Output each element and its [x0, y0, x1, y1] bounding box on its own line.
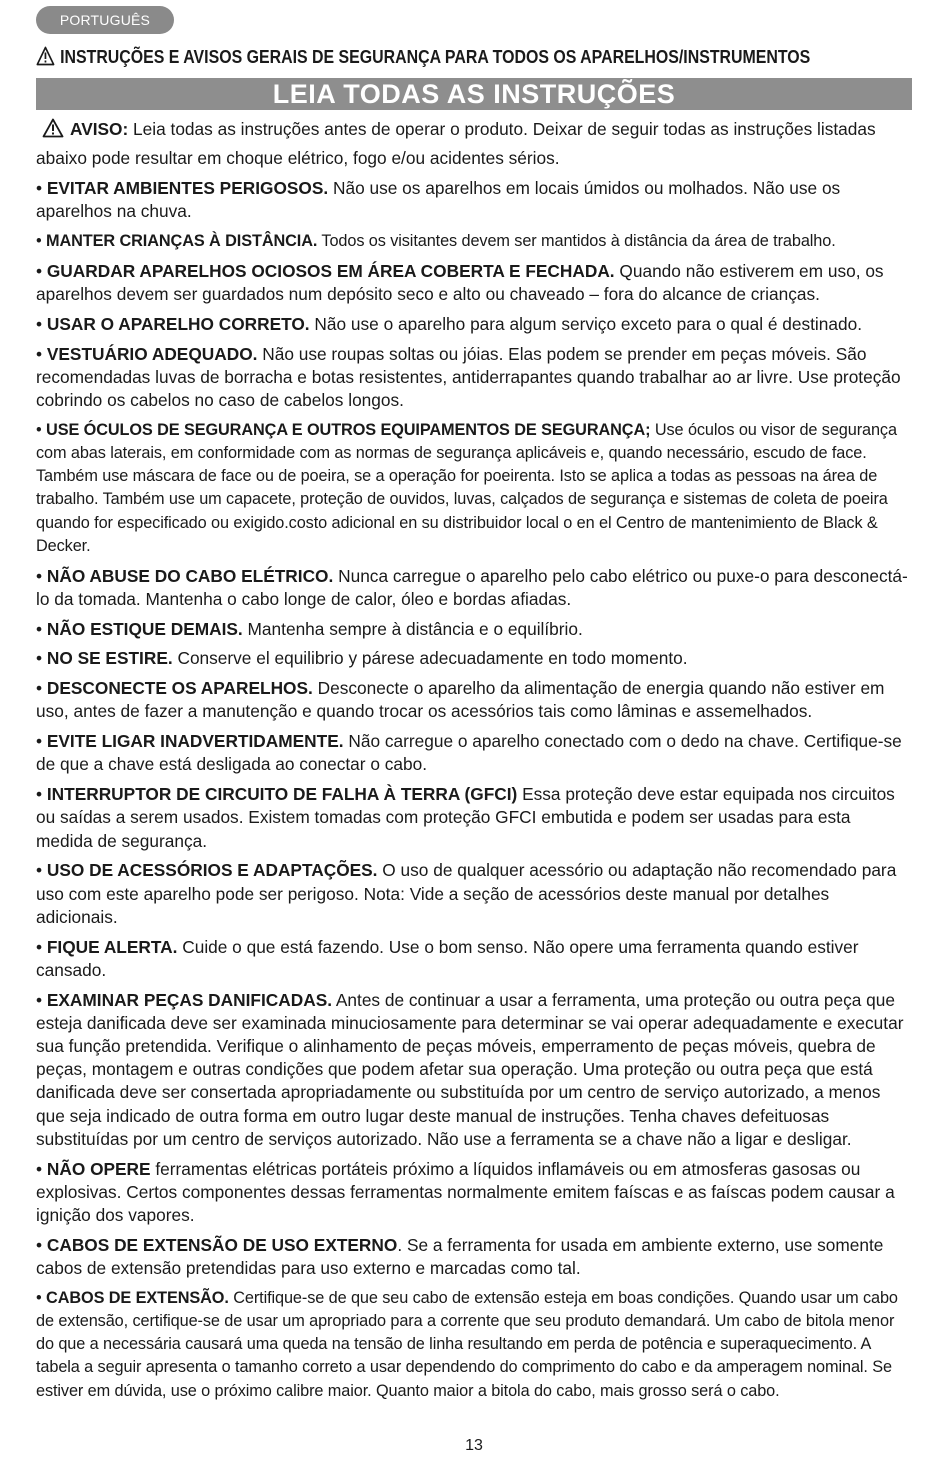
list-item: • EXAMINAR PEÇAS DANIFICADAS. Antes de continuar a usar a ferramenta, uma proteção ou outra peça que esteja danificada deve ser examinada minuciosamente para determinar se vai operar adequadamente e executar sua função pretendida. Verifique o alinhamento de peças móveis, emperramento de peças móveis, quebra de peças, montagem e outras condições que podem afetar sua operação. Uma proteção ou outra peça que está danificada deve ser consertada apropriadamente ou substituída por um centro de serviço autorizado, a menos que seja indicado de outra forma em outro lugar deste manual de instruções. Tenha chaves defeituosas substituídas por um centro de serviços autorizado. Não use a ferramenta se a chave não a ligar e desligar.: [36, 989, 904, 1149]
item-text: Certifique-se de que seu cabo de extensão esteja em boas condições. Quando usar um cabo de extensão, certifique-se de usar um apropriado para a corrente que seu produto demandará. Um cabo de bitola menor do que a necessária causará uma queda na tensão de linha resultando em perda de potência e superaquecimento. A tabela a seguir apresenta o tamanho correto a usar dependendo do comprimento do cabo e da amperagem nominal. Se estiver em dúvida, use o próximo calibre maior. Quanto maior a bitola do cabo, mais grosso será o cabo.: [36, 1288, 898, 1400]
item-heading: NÃO OPERE: [46, 1158, 151, 1179]
item-heading: CABOS DE EXTENSÃO DE USO EXTERNO: [46, 1234, 398, 1255]
list-item: • USAR O APARELHO CORRETO. Não use o aparelho para algum serviço exceto para o qual é destinado.: [36, 313, 863, 334]
item-text: O uso de qualquer acessório ou adaptação não recomendado para uso com este aparelho pode ser perigoso. Nota: Vide a seção de acessórios deste manual por detalhes adicionais.: [36, 860, 897, 927]
item-heading: NÃO ESTIQUE DEMAIS.: [46, 618, 243, 639]
item-text: Mantenha sempre à distância e o equilíbrio.: [242, 618, 583, 639]
item-heading: INTERRUPTOR DE CIRCUITO DE FALHA À TERRA (GFCI): [46, 784, 518, 805]
list-item: • NÃO ESTIQUE DEMAIS. Mantenha sempre à distância e o equilíbrio.: [36, 618, 583, 639]
list-item: • EVITAR AMBIENTES PERIGOSOS. Não use os aparelhos em locais úmidos ou molhados. Não use os aparelhos na chuva.: [36, 178, 841, 222]
warning-triangle-icon: [42, 118, 64, 138]
item-text: Essa proteção deve estar equipada nos circuitos ou saídas a serem usados. Existem tomadas com proteção GFCI embutida e podem ser usadas para esta medida de segurança.: [36, 784, 895, 851]
item-text: Todos os visitantes devem ser mantidos à distância da área de trabalho.: [317, 232, 836, 250]
warning-paragraph: [36, 115, 912, 173]
item-text: Nunca carregue o aparelho pelo cabo elétrico ou puxe-o para desconectá-lo da tomada. Mantenha o cabo longe de calor, óleo e bordas afiadas.: [36, 565, 908, 609]
item-text: Desconecte o aparelho da alimentação de energia quando não estiver em uso, antes de fazer a manutenção e quando trocar os acessórios tais como lâminas e assemelhados.: [36, 678, 885, 722]
list-item: • VESTUÁRIO ADEQUADO. Não use roupas soltas ou jóias. Elas podem se prender em peças móveis. São recomendadas luvas de borracha e botas resistentes, antiderrapantes quando trabalhar ao ar livre. Use proteção cobrindo os cabelos no caso de cabelos longos.: [36, 343, 901, 410]
item-text: Antes de continuar a usar a ferramenta, uma proteção ou outra peça que esteja danificada deve ser examinada minuciosamente para determinar se vai operar adequadamente e executar sua função pretendida. Verifique o alinhamento de peças móveis, emperramento de peças móveis, quebra de peças, montagem e outras condições que podem afetar sua operação. Uma proteção ou outra peça que está danificada deve ser consertada apropriadamente ou substituída por um centro de serviço autorizado, a menos que seja indicado de outra forma em outro lugar deste manual de instruções. Tenha chaves defeituosas substituídas por um centro de serviços autorizado. Não use a ferramenta se a chave não a ligar e desligar.: [36, 989, 904, 1149]
safety-content: [36, 115, 912, 1409]
item-heading: USE ÓCULOS DE SEGURANÇA E OUTROS EQUIPAMENTOS DE SEGURANÇA;: [46, 420, 651, 439]
section-header-text: INSTRUÇÕES E AVISOS GERAIS DE SEGURANÇA PARA TODOS OS APARELHOS/INSTRUMENTOS: [60, 46, 811, 67]
item-text: Não use os aparelhos em locais úmidos ou molhados. Não use os aparelhos na chuva.: [36, 178, 841, 222]
item-heading: EVITAR AMBIENTES PERIGOSOS.: [46, 178, 329, 198]
item-text: Não use roupas soltas ou jóias. Elas podem se prender em peças móveis. São recomendadas luvas de borracha e botas resistentes, antiderrapantes quando trabalhar ao ar livre. Use proteção cobrindo os cabelos no caso de cabelos longos.: [36, 343, 901, 410]
item-heading: NO SE ESTIRE.: [46, 648, 173, 669]
item-text: Use óculos ou visor de segurança com abas laterais, em conformidade com as normas de segurança aplicáveis e, quando necessário, escudo de face. Também use máscara de face ou de poeira, se a operação for poeirenta. Isto se aplica a todas as pessoas na área de trabalho. Também use um capacete, proteção de ouvidos, luvas, calçados de segurança e sistemas de coleta de poeira quando for especificado ou exigido.costo adicional en su distribuidor local o en el Centro de mantenimiento de Black & Decker.: [36, 420, 897, 555]
section-header: [36, 45, 811, 69]
warning-triangle-icon: [36, 46, 55, 66]
list-item: • CABOS DE EXTENSÃO DE USO EXTERNO. Se a ferramenta for usada em ambiente externo, use somente cabos de extensão pretendidas para uso externo e marcadas como tal.: [36, 1234, 884, 1279]
item-heading: MANTER CRIANÇAS À DISTÂNCIA.: [46, 232, 318, 250]
item-text: Quando não estiverem em uso, os aparelhos devem ser guardados num depósito seco e alto ou chaveado – fora do alcance de crianças.: [36, 260, 884, 304]
item-text: ferramentas elétricas portáteis próximo a líquidos inflamáveis ou em atmosferas gasosas ou explosivas. Certos componentes dessas ferramentas normalmente emitem faíscas e as faíscas podem causar a ignição dos vapores.: [36, 1158, 895, 1226]
list-item: • NÃO ABUSE DO CABO ELÉTRICO. Nunca carregue o aparelho pelo cabo elétrico ou puxe-o para desconectá-lo da tomada. Mantenha o cabo longe de calor, óleo e bordas afiadas.: [36, 565, 908, 609]
page-title: LEIA TODAS AS INSTRUÇÕES: [36, 78, 912, 110]
item-heading: USAR O APARELHO CORRETO.: [46, 313, 310, 334]
list-item: • NO SE ESTIRE. Conserve el equilibrio y párese adecuadamente en todo momento.: [36, 648, 688, 669]
list-item: • NÃO OPERE ferramentas elétricas portáteis próximo a líquidos inflamáveis ou em atmosferas gasosas ou explosivas. Certos componentes dessas ferramentas normalmente emitem faíscas e as faíscas podem causar a ignição dos vapores.: [36, 1158, 895, 1226]
list-item: • FIQUE ALERTA. Cuide o que está fazendo. Use o bom senso. Não opere uma ferramenta quando estiver cansado.: [36, 936, 859, 980]
list-item: • EVITE LIGAR INADVERTIDAMENTE. Não carregue o aparelho conectado com o dedo na chave. Certifique-se de que a chave está desligada ao conectar o cabo.: [36, 731, 902, 775]
list-item: • CABOS DE EXTENSÃO. Certifique-se de que seu cabo de extensão esteja em boas condições. Quando usar um cabo de extensão, certifique-se de usar um apropriado para a corrente que seu produto demandará. Um cabo de bitola menor do que a necessária causará uma queda na tensão de linha resultando em perda de potência e superaquecimento. A tabela a seguir apresenta o tamanho correto a usar dependendo do comprimento do cabo e da amperagem nominal. Se estiver em dúvida, use o próximo calibre maior. Quanto maior a bitola do cabo, mais grosso será o cabo.: [36, 1288, 898, 1400]
item-text: . Se a ferramenta for usada em ambiente externo, use somente cabos de extensão pretendidas para uso externo e marcadas como tal.: [36, 1234, 884, 1279]
item-heading: USO DE ACESSÓRIOS E ADAPTAÇÕES.: [46, 860, 378, 881]
item-heading: GUARDAR APARELHOS OCIOSOS EM ÁREA COBERTA E FECHADA.: [46, 260, 615, 281]
list-item: • DESCONECTE OS APARELHOS. Desconecte o aparelho da alimentação de energia quando não estiver em uso, antes de fazer a manutenção e quando trocar os acessórios tais como lâminas e assemelhados.: [36, 678, 885, 722]
language-badge: PORTUGUÊS: [36, 6, 174, 34]
item-heading: FIQUE ALERTA.: [46, 936, 178, 957]
item-text: Cuide o que está fazendo. Use o bom senso. Não opere uma ferramenta quando estiver cansado.: [36, 936, 859, 980]
item-text: Não carregue o aparelho conectado com o dedo na chave. Certifique-se de que a chave está desligada ao conectar o cabo.: [36, 731, 902, 775]
item-heading: VESTUÁRIO ADEQUADO.: [46, 343, 258, 364]
page-number: 13: [465, 1437, 483, 1454]
list-item: • INTERRUPTOR DE CIRCUITO DE FALHA À TERRA (GFCI) Essa proteção deve estar equipada nos circuitos ou saídas a serem usados. Existem tomadas com proteção GFCI embutida e podem ser usadas para esta medida de segurança.: [36, 784, 895, 851]
list-item: • USE ÓCULOS DE SEGURANÇA E OUTROS EQUIPAMENTOS DE SEGURANÇA; Use óculos ou visor de segurança com abas laterais, em conformidade com as normas de segurança aplicáveis e, quando necessário, escudo de face. Também use máscara de face ou de poeira, se a operação for poeirenta. Isto se aplica a todas as pessoas na área de trabalho. Também use um capacete, proteção de ouvidos, luvas, calçados de segurança e sistemas de coleta de poeira quando for especificado ou exigido.costo adicional en su distribuidor local o en el Centro de mantenimiento de Black & Decker.: [36, 420, 897, 555]
item-heading: CABOS DE EXTENSÃO.: [46, 1288, 229, 1307]
list-item: • GUARDAR APARELHOS OCIOSOS EM ÁREA COBERTA E FECHADA. Quando não estiverem em uso, os aparelhos devem ser guardados num depósito seco e alto ou chaveado – fora do alcance de crianças.: [36, 260, 884, 304]
item-heading: NÃO ABUSE DO CABO ELÉTRICO.: [46, 565, 334, 586]
item-text: Conserve el equilibrio y párese adecuadamente en todo momento.: [172, 648, 688, 669]
warning-label: AVISO:: [70, 119, 129, 139]
list-item: • MANTER CRIANÇAS À DISTÂNCIA. Todos os visitantes devem ser mantidos à distância da área de trabalho.: [36, 232, 836, 250]
list-item: • USO DE ACESSÓRIOS E ADAPTAÇÕES. O uso de qualquer acessório ou adaptação não recomendado para uso com este aparelho pode ser perigoso. Nota: Vide a seção de acessórios deste manual por detalhes adicionais.: [36, 860, 897, 927]
warning-text: Leia todas as instruções antes de operar o produto. Deixar de seguir todas as instruções listadas abaixo pode resultar em choque elétrico, fogo e/ou acidentes sérios.: [36, 119, 876, 168]
item-heading: EVITE LIGAR INADVERTIDAMENTE.: [46, 731, 344, 752]
item-heading: EXAMINAR PEÇAS DANIFICADAS.: [46, 989, 333, 1010]
item-text: Não use o aparelho para algum serviço exceto para o qual é destinado.: [309, 313, 863, 334]
item-heading: DESCONECTE OS APARELHOS.: [46, 678, 313, 699]
